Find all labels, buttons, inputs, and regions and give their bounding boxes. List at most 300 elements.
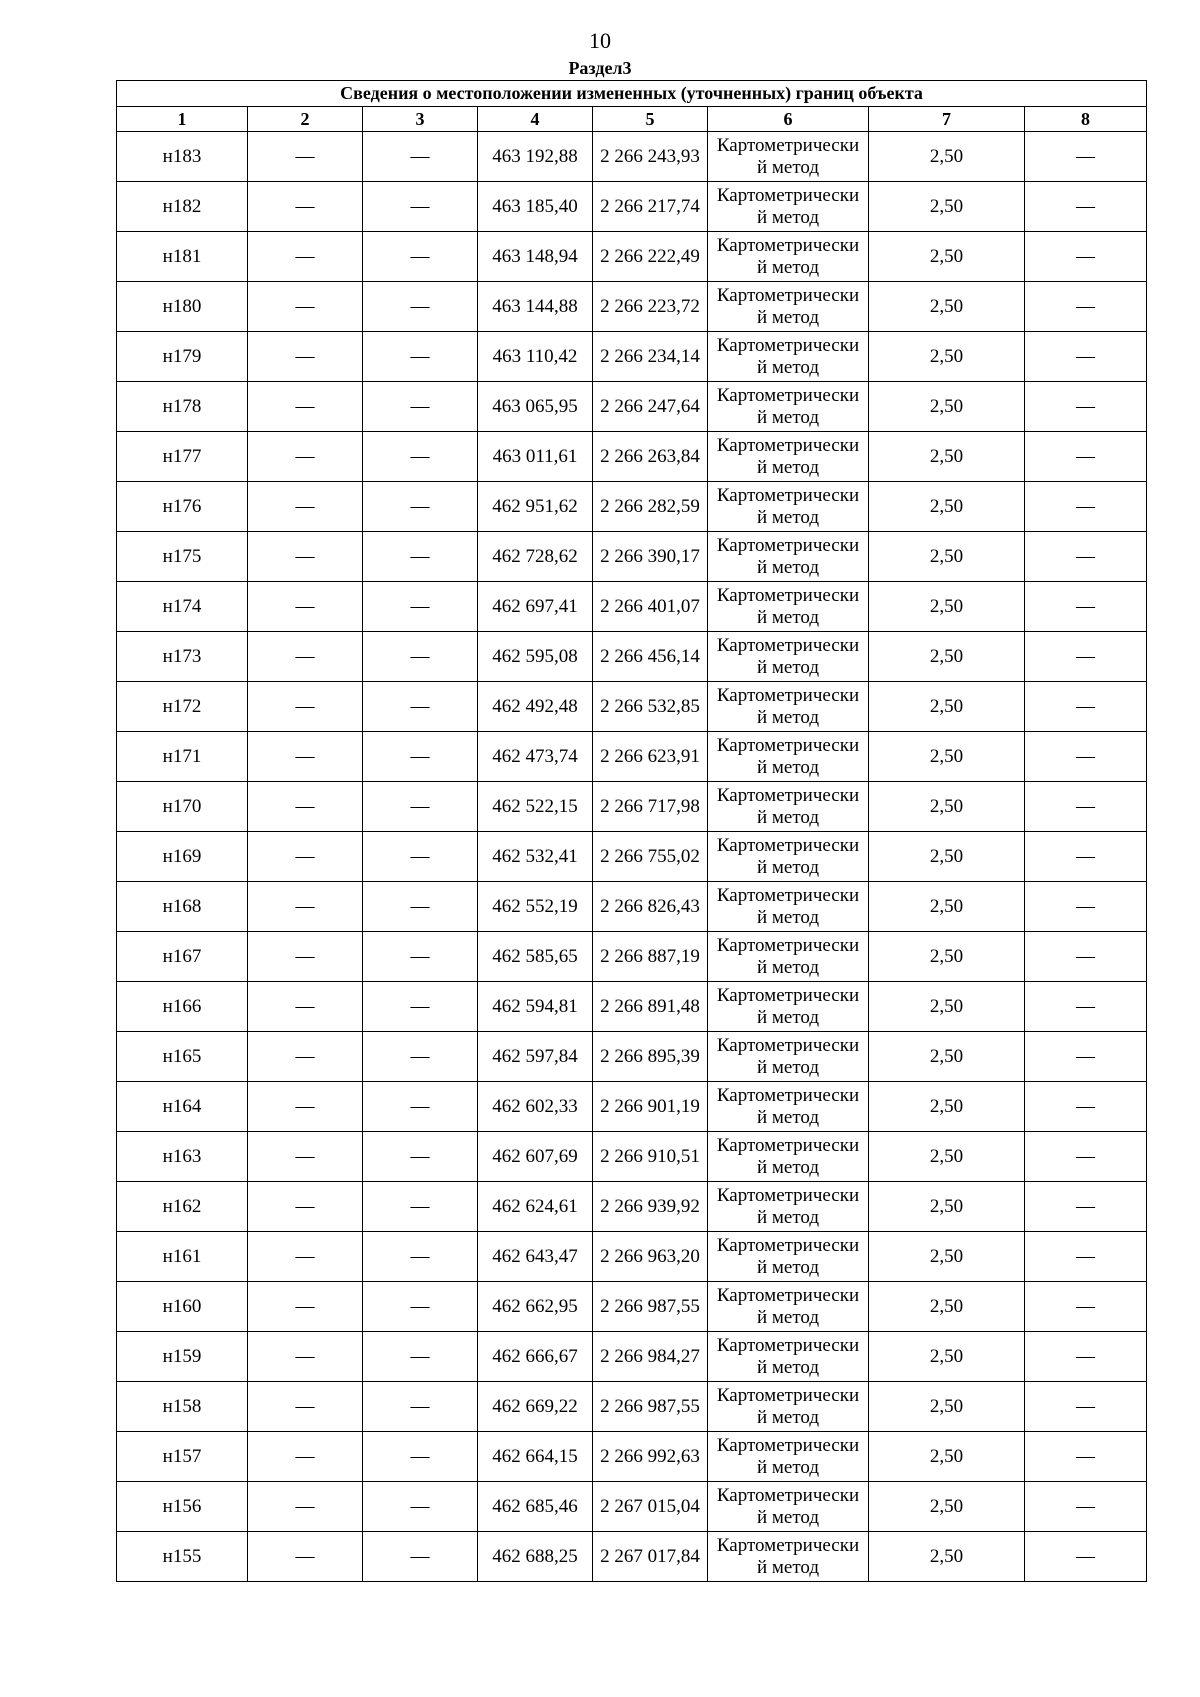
- method-line-2: й метод: [756, 1056, 820, 1078]
- column-2-dash-cell: —: [248, 1082, 363, 1132]
- accuracy-cell: 2,50: [869, 182, 1025, 232]
- column-2-dash-cell: —: [248, 1032, 363, 1082]
- method-line-2: й метод: [756, 656, 820, 678]
- method-cell: [708, 1182, 869, 1232]
- table-row: [117, 1282, 1147, 1332]
- method-line-1: Картометрически: [716, 534, 860, 556]
- method-cell: [708, 232, 869, 282]
- x-coordinate-cell: 463 148,94: [478, 232, 593, 282]
- accuracy-cell: 2,50: [869, 1382, 1025, 1432]
- method-line-2: й метод: [756, 1406, 820, 1428]
- method-line-2: й метод: [756, 1106, 820, 1128]
- method-line-1: Картометрически: [716, 484, 860, 506]
- column-8-dash-cell: —: [1025, 232, 1147, 282]
- accuracy-cell: 2,50: [869, 1432, 1025, 1482]
- column-3-dash-cell: —: [363, 1082, 478, 1132]
- x-coordinate-cell: 462 669,22: [478, 1382, 593, 1432]
- y-coordinate-cell: 2 266 910,51: [593, 1132, 708, 1182]
- method-line-1: Картометрически: [716, 634, 860, 656]
- point-name-cell: н164: [117, 1082, 248, 1132]
- method-line-1: Картометрически: [716, 1534, 860, 1556]
- column-3-dash-cell: —: [363, 632, 478, 682]
- y-coordinate-cell: 2 266 217,74: [593, 182, 708, 232]
- table-row: [117, 732, 1147, 782]
- y-coordinate-cell: 2 266 247,64: [593, 382, 708, 432]
- table-row: [117, 232, 1147, 282]
- x-coordinate-cell: 463 185,40: [478, 182, 593, 232]
- y-coordinate-cell: 2 266 222,49: [593, 232, 708, 282]
- y-coordinate-cell: 2 266 992,63: [593, 1432, 708, 1482]
- column-8-dash-cell: —: [1025, 332, 1147, 382]
- point-name-cell: н168: [117, 882, 248, 932]
- y-coordinate-cell: 2 266 987,55: [593, 1282, 708, 1332]
- accuracy-cell: 2,50: [869, 1532, 1025, 1582]
- column-8-dash-cell: —: [1025, 932, 1147, 982]
- x-coordinate-cell: 462 685,46: [478, 1482, 593, 1532]
- x-coordinate-cell: 462 473,74: [478, 732, 593, 782]
- column-8-dash-cell: —: [1025, 682, 1147, 732]
- column-3-dash-cell: —: [363, 1382, 478, 1432]
- column-2-dash-cell: —: [248, 1132, 363, 1182]
- column-8-dash-cell: —: [1025, 832, 1147, 882]
- x-coordinate-cell: 462 585,65: [478, 932, 593, 982]
- method-line-2: й метод: [756, 1256, 820, 1278]
- method-line-2: й метод: [756, 1556, 820, 1578]
- y-coordinate-cell: 2 266 826,43: [593, 882, 708, 932]
- column-3-dash-cell: —: [363, 1482, 478, 1532]
- table-row: [117, 332, 1147, 382]
- table-row: [117, 782, 1147, 832]
- column-2-dash-cell: —: [248, 1232, 363, 1282]
- x-coordinate-cell: 462 643,47: [478, 1232, 593, 1282]
- column-number: 4: [478, 107, 593, 132]
- column-number: 3: [363, 107, 478, 132]
- column-3-dash-cell: —: [363, 782, 478, 832]
- table-row: [117, 882, 1147, 932]
- method-line-2: й метод: [756, 956, 820, 978]
- x-coordinate-cell: 462 666,67: [478, 1332, 593, 1382]
- method-line-2: й метод: [756, 1506, 820, 1528]
- accuracy-cell: 2,50: [869, 732, 1025, 782]
- column-2-dash-cell: —: [248, 782, 363, 832]
- method-cell: [708, 1032, 869, 1082]
- y-coordinate-cell: 2 266 263,84: [593, 432, 708, 482]
- column-3-dash-cell: —: [363, 732, 478, 782]
- table-row: [117, 482, 1147, 532]
- accuracy-cell: 2,50: [869, 1232, 1025, 1282]
- table-row: [117, 682, 1147, 732]
- column-3-dash-cell: —: [363, 382, 478, 432]
- point-name-cell: н181: [117, 232, 248, 282]
- column-8-dash-cell: —: [1025, 882, 1147, 932]
- column-2-dash-cell: —: [248, 832, 363, 882]
- method-line-2: й метод: [756, 806, 820, 828]
- y-coordinate-cell: 2 266 887,19: [593, 932, 708, 982]
- column-number: 7: [869, 107, 1025, 132]
- x-coordinate-cell: 463 011,61: [478, 432, 593, 482]
- method-line-2: й метод: [756, 206, 820, 228]
- column-2-dash-cell: —: [248, 332, 363, 382]
- accuracy-cell: 2,50: [869, 482, 1025, 532]
- point-name-cell: н159: [117, 1332, 248, 1382]
- method-line-2: й метод: [756, 1206, 820, 1228]
- method-cell: [708, 832, 869, 882]
- column-number: 1: [117, 107, 248, 132]
- accuracy-cell: 2,50: [869, 632, 1025, 682]
- method-line-2: й метод: [756, 506, 820, 528]
- column-3-dash-cell: —: [363, 1282, 478, 1332]
- accuracy-cell: 2,50: [869, 1332, 1025, 1382]
- column-2-dash-cell: —: [248, 1332, 363, 1382]
- accuracy-cell: 2,50: [869, 232, 1025, 282]
- page-number: 10: [589, 28, 611, 53]
- table-row: [117, 1432, 1147, 1482]
- method-line-2: й метод: [756, 356, 820, 378]
- method-cell: [708, 1382, 869, 1432]
- y-coordinate-cell: 2 266 401,07: [593, 582, 708, 632]
- accuracy-cell: 2,50: [869, 282, 1025, 332]
- x-coordinate-cell: 462 552,19: [478, 882, 593, 932]
- accuracy-cell: 2,50: [869, 1132, 1025, 1182]
- accuracy-cell: 2,50: [869, 1032, 1025, 1082]
- method-cell: [708, 582, 869, 632]
- point-name-cell: н174: [117, 582, 248, 632]
- column-3-dash-cell: —: [363, 482, 478, 532]
- table-row: [117, 632, 1147, 682]
- column-number: 5: [593, 107, 708, 132]
- column-2-dash-cell: —: [248, 932, 363, 982]
- column-8-dash-cell: —: [1025, 532, 1147, 582]
- method-cell: [708, 1282, 869, 1332]
- point-name-cell: н156: [117, 1482, 248, 1532]
- column-2-dash-cell: —: [248, 232, 363, 282]
- method-cell: [708, 682, 869, 732]
- table-row: [117, 282, 1147, 332]
- column-2-dash-cell: —: [248, 632, 363, 682]
- method-cell: [708, 932, 869, 982]
- method-cell: [708, 132, 869, 182]
- method-cell: [708, 1232, 869, 1282]
- column-2-dash-cell: —: [248, 132, 363, 182]
- x-coordinate-cell: 462 595,08: [478, 632, 593, 682]
- column-8-dash-cell: —: [1025, 1432, 1147, 1482]
- column-2-dash-cell: —: [248, 432, 363, 482]
- method-line-1: Картометрически: [716, 934, 860, 956]
- method-cell: [708, 332, 869, 382]
- x-coordinate-cell: 462 662,95: [478, 1282, 593, 1332]
- column-number: 6: [708, 107, 869, 132]
- x-coordinate-cell: 462 597,84: [478, 1032, 593, 1082]
- method-line-2: й метод: [756, 156, 820, 178]
- y-coordinate-cell: 2 266 282,59: [593, 482, 708, 532]
- point-name-cell: н166: [117, 982, 248, 1032]
- column-2-dash-cell: —: [248, 1182, 363, 1232]
- column-8-dash-cell: —: [1025, 782, 1147, 832]
- column-3-dash-cell: —: [363, 432, 478, 482]
- column-3-dash-cell: —: [363, 132, 478, 182]
- method-line-1: Картометрически: [716, 734, 860, 756]
- table-row: [117, 1182, 1147, 1232]
- method-cell: [708, 782, 869, 832]
- point-name-cell: н158: [117, 1382, 248, 1432]
- method-line-1: Картометрически: [716, 1184, 860, 1206]
- method-line-1: Картометрически: [716, 1284, 860, 1306]
- x-coordinate-cell: 462 594,81: [478, 982, 593, 1032]
- column-number-row: [117, 107, 1147, 132]
- point-name-cell: н178: [117, 382, 248, 432]
- method-line-2: й метод: [756, 1006, 820, 1028]
- point-name-cell: н180: [117, 282, 248, 332]
- column-8-dash-cell: —: [1025, 1382, 1147, 1432]
- table-row: [117, 1232, 1147, 1282]
- column-2-dash-cell: —: [248, 1432, 363, 1482]
- point-name-cell: н182: [117, 182, 248, 232]
- point-name-cell: н169: [117, 832, 248, 882]
- accuracy-cell: 2,50: [869, 882, 1025, 932]
- table-row: [117, 1082, 1147, 1132]
- column-2-dash-cell: —: [248, 982, 363, 1032]
- column-8-dash-cell: —: [1025, 582, 1147, 632]
- column-2-dash-cell: —: [248, 482, 363, 532]
- y-coordinate-cell: 2 266 717,98: [593, 782, 708, 832]
- column-2-dash-cell: —: [248, 882, 363, 932]
- column-3-dash-cell: —: [363, 932, 478, 982]
- x-coordinate-cell: 462 607,69: [478, 1132, 593, 1182]
- method-line-1: Картометрически: [716, 784, 860, 806]
- column-8-dash-cell: —: [1025, 1032, 1147, 1082]
- method-cell: [708, 1082, 869, 1132]
- point-name-cell: н160: [117, 1282, 248, 1332]
- point-name-cell: н155: [117, 1532, 248, 1582]
- column-3-dash-cell: —: [363, 332, 478, 382]
- method-line-2: й метод: [756, 406, 820, 428]
- column-2-dash-cell: —: [248, 182, 363, 232]
- method-cell: [708, 482, 869, 532]
- column-3-dash-cell: —: [363, 532, 478, 582]
- y-coordinate-cell: 2 266 755,02: [593, 832, 708, 882]
- point-name-cell: н176: [117, 482, 248, 532]
- method-line-2: й метод: [756, 256, 820, 278]
- x-coordinate-cell: 462 492,48: [478, 682, 593, 732]
- method-line-1: Картометрически: [716, 984, 860, 1006]
- method-line-1: Картометрически: [716, 134, 860, 156]
- table-caption: Сведения о местоположении измененных (уточненных) границ объекта: [117, 81, 1147, 107]
- accuracy-cell: 2,50: [869, 982, 1025, 1032]
- x-coordinate-cell: 462 602,33: [478, 1082, 593, 1132]
- y-coordinate-cell: 2 266 901,19: [593, 1082, 708, 1132]
- point-name-cell: н172: [117, 682, 248, 732]
- x-coordinate-cell: 462 664,15: [478, 1432, 593, 1482]
- column-3-dash-cell: —: [363, 582, 478, 632]
- column-3-dash-cell: —: [363, 1332, 478, 1382]
- point-name-cell: н157: [117, 1432, 248, 1482]
- point-name-cell: н171: [117, 732, 248, 782]
- column-8-dash-cell: —: [1025, 1182, 1147, 1232]
- accuracy-cell: 2,50: [869, 582, 1025, 632]
- column-2-dash-cell: —: [248, 1382, 363, 1432]
- method-line-1: Картометрически: [716, 1134, 860, 1156]
- table-row: [117, 1382, 1147, 1432]
- table-row: [117, 382, 1147, 432]
- column-2-dash-cell: —: [248, 1482, 363, 1532]
- method-line-1: Картометрически: [716, 184, 860, 206]
- column-8-dash-cell: —: [1025, 732, 1147, 782]
- method-line-1: Картометрически: [716, 884, 860, 906]
- method-cell: [708, 1432, 869, 1482]
- x-coordinate-cell: 462 697,41: [478, 582, 593, 632]
- method-cell: [708, 982, 869, 1032]
- method-line-1: Картометрически: [716, 1484, 860, 1506]
- table-body: [117, 132, 1147, 1582]
- column-2-dash-cell: —: [248, 1282, 363, 1332]
- column-8-dash-cell: —: [1025, 432, 1147, 482]
- method-cell: [708, 382, 869, 432]
- column-3-dash-cell: —: [363, 1432, 478, 1482]
- column-2-dash-cell: —: [248, 1532, 363, 1582]
- accuracy-cell: 2,50: [869, 432, 1025, 482]
- y-coordinate-cell: 2 266 223,72: [593, 282, 708, 332]
- method-line-2: й метод: [756, 456, 820, 478]
- column-8-dash-cell: —: [1025, 132, 1147, 182]
- table-row: [117, 1132, 1147, 1182]
- x-coordinate-cell: 463 065,95: [478, 382, 593, 432]
- point-name-cell: н161: [117, 1232, 248, 1282]
- method-line-2: й метод: [756, 756, 820, 778]
- table-row: [117, 1532, 1147, 1582]
- column-8-dash-cell: —: [1025, 982, 1147, 1032]
- method-cell: [708, 432, 869, 482]
- table-row: [117, 982, 1147, 1032]
- point-name-cell: н175: [117, 532, 248, 582]
- column-8-dash-cell: —: [1025, 382, 1147, 432]
- method-line-1: Картометрически: [716, 434, 860, 456]
- accuracy-cell: 2,50: [869, 682, 1025, 732]
- method-cell: [708, 732, 869, 782]
- method-cell: [708, 882, 869, 932]
- method-line-1: Картометрически: [716, 684, 860, 706]
- method-line-1: Картометрически: [716, 1334, 860, 1356]
- y-coordinate-cell: 2 266 234,14: [593, 332, 708, 382]
- method-line-1: Картометрически: [716, 1084, 860, 1106]
- method-line-2: й метод: [756, 306, 820, 328]
- y-coordinate-cell: 2 266 532,85: [593, 682, 708, 732]
- column-3-dash-cell: —: [363, 1532, 478, 1582]
- x-coordinate-cell: 462 522,15: [478, 782, 593, 832]
- boundary-points-table: [116, 80, 1147, 1582]
- method-line-2: й метод: [756, 1156, 820, 1178]
- table-row: [117, 182, 1147, 232]
- accuracy-cell: 2,50: [869, 1082, 1025, 1132]
- method-cell: [708, 182, 869, 232]
- method-line-1: Картометрически: [716, 384, 860, 406]
- method-line-1: Картометрически: [716, 1234, 860, 1256]
- column-3-dash-cell: —: [363, 232, 478, 282]
- method-line-1: Картометрически: [716, 1384, 860, 1406]
- point-name-cell: н162: [117, 1182, 248, 1232]
- method-line-1: Картометрически: [716, 334, 860, 356]
- point-name-cell: н165: [117, 1032, 248, 1082]
- point-name-cell: н179: [117, 332, 248, 382]
- y-coordinate-cell: 2 267 015,04: [593, 1482, 708, 1532]
- method-cell: [708, 1332, 869, 1382]
- column-2-dash-cell: —: [248, 532, 363, 582]
- column-3-dash-cell: —: [363, 682, 478, 732]
- x-coordinate-cell: 463 144,88: [478, 282, 593, 332]
- point-name-cell: н170: [117, 782, 248, 832]
- column-3-dash-cell: —: [363, 1132, 478, 1182]
- table-row: [117, 582, 1147, 632]
- y-coordinate-cell: 2 266 984,27: [593, 1332, 708, 1382]
- method-cell: [708, 1532, 869, 1582]
- method-line-2: й метод: [756, 606, 820, 628]
- y-coordinate-cell: 2 267 017,84: [593, 1532, 708, 1582]
- column-3-dash-cell: —: [363, 982, 478, 1032]
- table-row: [117, 532, 1147, 582]
- accuracy-cell: 2,50: [869, 1182, 1025, 1232]
- y-coordinate-cell: 2 266 891,48: [593, 982, 708, 1032]
- column-8-dash-cell: —: [1025, 482, 1147, 532]
- column-3-dash-cell: —: [363, 832, 478, 882]
- table-row: [117, 432, 1147, 482]
- method-line-2: й метод: [756, 1306, 820, 1328]
- y-coordinate-cell: 2 266 987,55: [593, 1382, 708, 1432]
- column-3-dash-cell: —: [363, 1182, 478, 1232]
- point-name-cell: н163: [117, 1132, 248, 1182]
- method-cell: [708, 1482, 869, 1532]
- column-number: 8: [1025, 107, 1147, 132]
- y-coordinate-cell: 2 266 390,17: [593, 532, 708, 582]
- accuracy-cell: 2,50: [869, 932, 1025, 982]
- accuracy-cell: 2,50: [869, 782, 1025, 832]
- method-line-1: Картометрически: [716, 284, 860, 306]
- column-8-dash-cell: —: [1025, 1282, 1147, 1332]
- method-line-2: й метод: [756, 706, 820, 728]
- x-coordinate-cell: 462 688,25: [478, 1532, 593, 1582]
- x-coordinate-cell: 462 624,61: [478, 1182, 593, 1232]
- method-cell: [708, 532, 869, 582]
- method-line-2: й метод: [756, 1456, 820, 1478]
- column-3-dash-cell: —: [363, 882, 478, 932]
- point-name-cell: н167: [117, 932, 248, 982]
- column-3-dash-cell: —: [363, 182, 478, 232]
- method-line-2: й метод: [756, 906, 820, 928]
- method-line-2: й метод: [756, 856, 820, 878]
- column-8-dash-cell: —: [1025, 1082, 1147, 1132]
- accuracy-cell: 2,50: [869, 832, 1025, 882]
- section-title: Раздел3: [568, 58, 632, 78]
- method-line-1: Картометрически: [716, 1034, 860, 1056]
- column-8-dash-cell: —: [1025, 182, 1147, 232]
- accuracy-cell: 2,50: [869, 1282, 1025, 1332]
- column-8-dash-cell: —: [1025, 1232, 1147, 1282]
- accuracy-cell: 2,50: [869, 132, 1025, 182]
- table-row: [117, 132, 1147, 182]
- y-coordinate-cell: 2 266 939,92: [593, 1182, 708, 1232]
- x-coordinate-cell: 462 951,62: [478, 482, 593, 532]
- column-8-dash-cell: —: [1025, 1482, 1147, 1532]
- point-name-cell: н183: [117, 132, 248, 182]
- x-coordinate-cell: 463 192,88: [478, 132, 593, 182]
- column-8-dash-cell: —: [1025, 1532, 1147, 1582]
- column-2-dash-cell: —: [248, 582, 363, 632]
- y-coordinate-cell: 2 266 623,91: [593, 732, 708, 782]
- column-2-dash-cell: —: [248, 732, 363, 782]
- y-coordinate-cell: 2 266 895,39: [593, 1032, 708, 1082]
- point-name-cell: н173: [117, 632, 248, 682]
- column-8-dash-cell: —: [1025, 632, 1147, 682]
- x-coordinate-cell: 463 110,42: [478, 332, 593, 382]
- column-3-dash-cell: —: [363, 282, 478, 332]
